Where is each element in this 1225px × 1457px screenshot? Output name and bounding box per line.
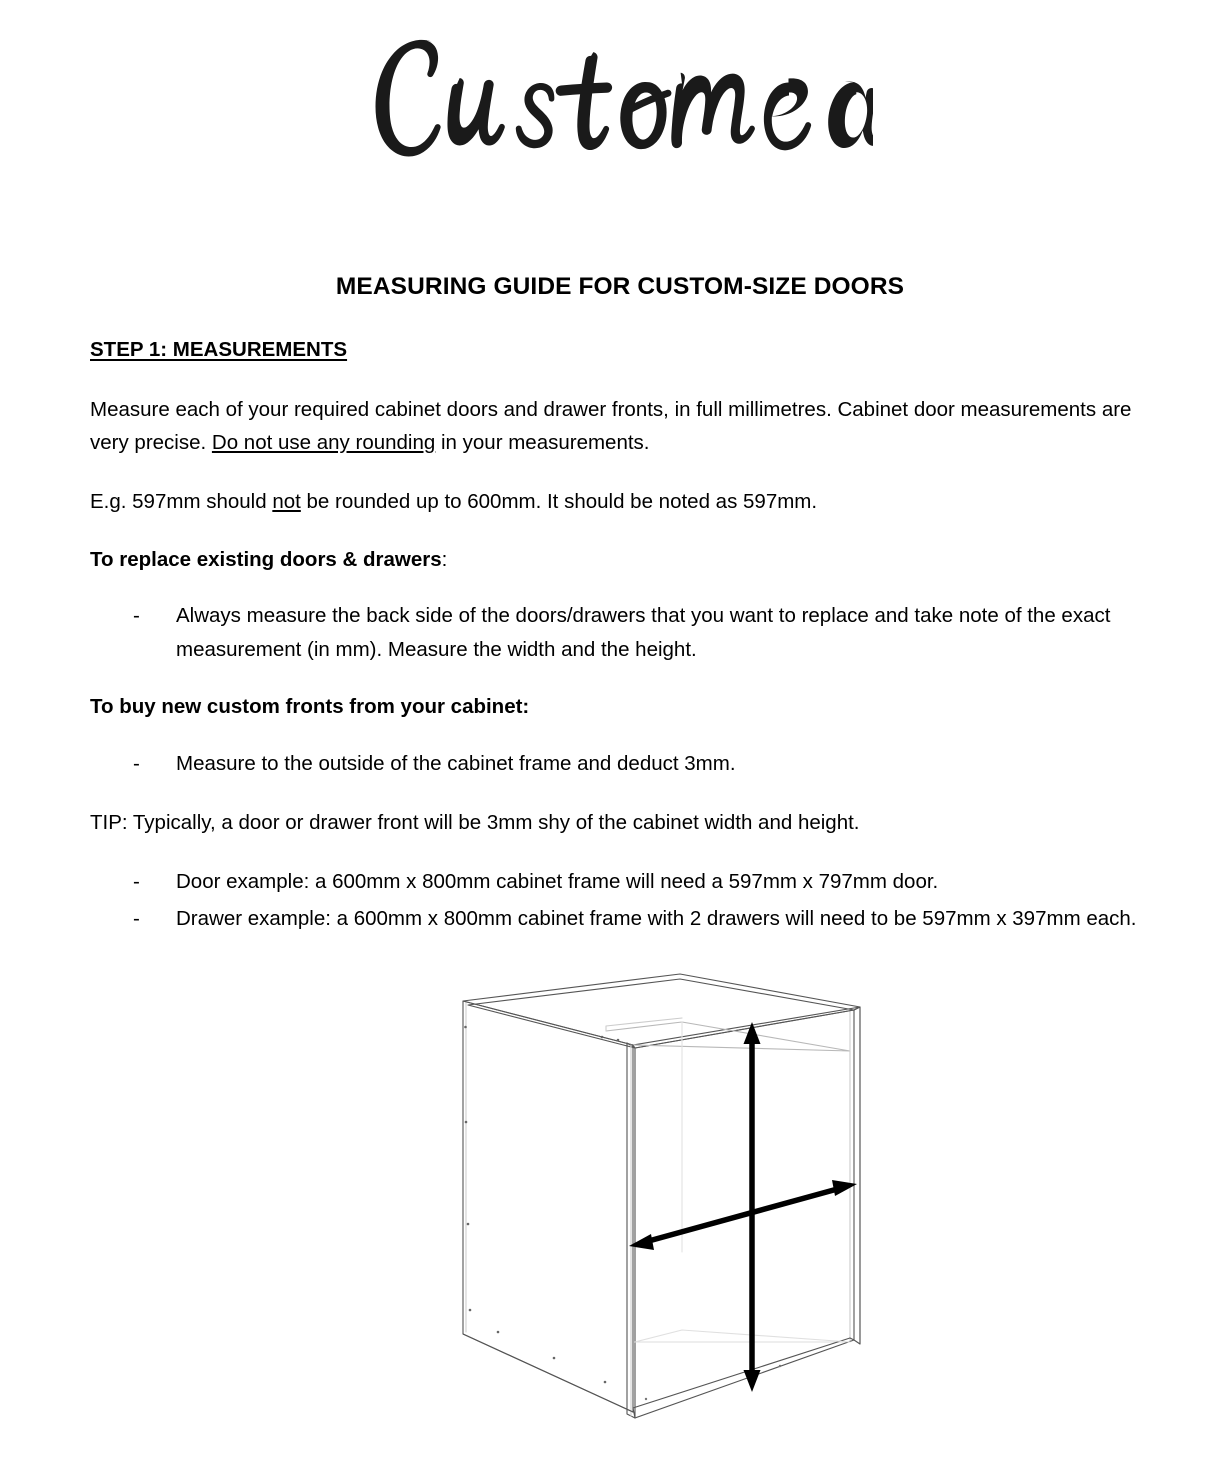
bullet-list-buy-new: [90, 747, 1150, 780]
list-item-text: Drawer example: a 600mm x 800mm cabinet frame with 2 drawers will need to be 597mm x 397mm each.: [176, 907, 1137, 931]
list-item-text: Door example: a 600mm x 800mm cabinet frame will need a 597mm x 797mm door.: [176, 869, 939, 893]
top-panel-inner: [468, 979, 854, 1048]
paragraph-2-emphasis: not: [272, 490, 301, 514]
width-dimension-arrow-shaft: [645, 1188, 841, 1242]
hole-dot: [553, 1357, 556, 1360]
list-item: [90, 599, 1150, 665]
hole-dot: [497, 1331, 500, 1334]
list-item-text: Measure to the outside of the cabinet frame and deduct 3mm.: [176, 751, 736, 775]
document-body: [90, 272, 1150, 957]
list-item: [90, 747, 1150, 780]
left-bottom-edge: [463, 1334, 633, 1412]
bullet-list-examples: [90, 865, 1150, 935]
list-item-text: Always measure the back side of the doors/drawers that you want to replace and take note of the exact measurement (in mm). Measure the width and the height.: [176, 604, 1111, 661]
left-side-panel: [463, 1001, 633, 1412]
bottom-front-edge-lower: [635, 1340, 854, 1418]
dash-bullet-marker: -: [133, 869, 140, 893]
hole-dot: [645, 1398, 647, 1400]
brand-logo: [0, 30, 1225, 175]
list-item: [90, 902, 1150, 935]
hole-dot: [469, 1309, 472, 1312]
section-heading-step-1: STEP 1: MEASUREMENTS: [90, 338, 348, 362]
cabinet-carcass-icon: [430, 952, 910, 1452]
interior-back-verticals: [635, 1048, 850, 1408]
list-item: [90, 865, 1150, 898]
paragraph-1-part-1: Measure each of your required cabinet doors and drawer fronts, in full millimetres. Cabinet door measurements are very precise.: [90, 398, 1132, 455]
hole-dot: [464, 1026, 467, 1029]
cabinet-diagram: [430, 952, 910, 1452]
paragraph-2-part-2: be rounded up to 600mm. It should be noted as 597mm.: [300, 490, 818, 514]
lead-1-colon: :: [441, 547, 448, 571]
hole-dot: [601, 1036, 604, 1039]
paragraph-tip: TIP: Typically, a door or drawer front will be 3mm shy of the cabinet width and height.: [90, 810, 860, 834]
bottom-front-edge-upper: [633, 1338, 850, 1408]
hole-dot: [604, 1381, 607, 1384]
dash-bullet-marker: -: [133, 604, 140, 628]
top-inner-rim-left: [606, 1018, 682, 1031]
bullet-list-replace-existing: [90, 599, 1150, 665]
hole-dot: [779, 1365, 781, 1367]
customea-wordmark-icon: [353, 30, 873, 170]
hole-dot: [467, 1223, 470, 1226]
paragraph-2-part-1: E.g. 597mm should: [90, 490, 273, 514]
paragraph-rounding-example: [90, 485, 1150, 518]
hole-dot: [617, 1039, 620, 1042]
width-arrowhead-right: [832, 1180, 857, 1196]
bottom-thickness-ends: [633, 1338, 854, 1418]
dash-bullet-marker: -: [133, 907, 140, 931]
paragraph-measure-intro: [90, 393, 1150, 459]
bottom-interior-floor: [635, 1330, 850, 1342]
lead-buy-new-fronts: To buy new custom fronts from your cabinet:: [90, 694, 530, 718]
dash-bullet-marker: -: [133, 751, 140, 775]
lead-1-label: To replace existing doors & drawers: [90, 547, 442, 571]
lead-replace-existing: [90, 545, 1150, 576]
hole-dot: [465, 1121, 468, 1124]
paragraph-1-part-2: in your measurements.: [435, 431, 650, 455]
top-panel-outer: [463, 974, 860, 1045]
right-side-panel-edge: [854, 1007, 860, 1344]
page-title: MEASURING GUIDE FOR CUSTOM-SIZE DOORS: [335, 273, 905, 300]
height-arrowhead-bottom: [744, 1370, 761, 1392]
paragraph-1-emphasis: Do not use any rounding: [211, 431, 436, 455]
